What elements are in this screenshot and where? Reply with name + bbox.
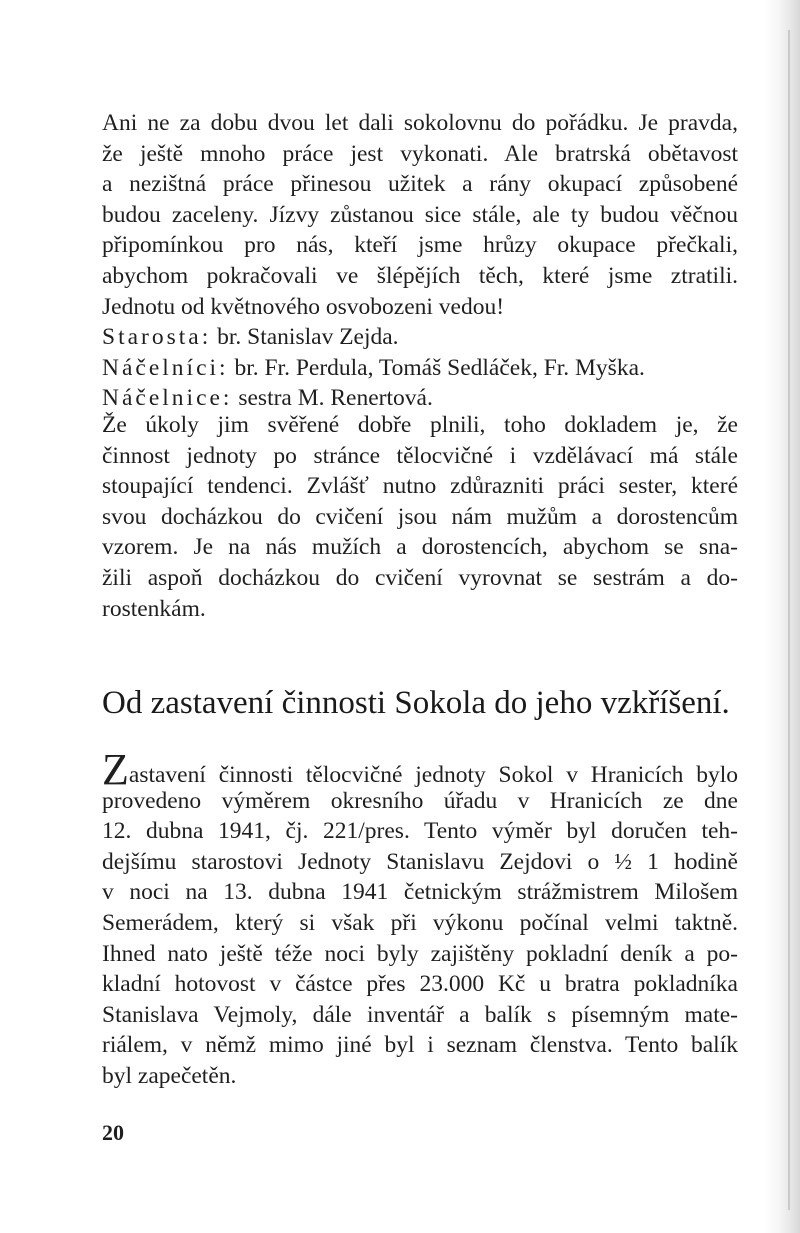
text-line: Ihned nato ještě téže noci byly zajištěny pokladní deník a po- <box>102 940 738 967</box>
text-line: dejšímu starostovi Jednoty Stanislavu Zejdovi o ½ 1 hodině <box>102 848 738 875</box>
text-line: žili aspoň docházkou do cvičení vyrovnat se sestrám a do- <box>102 564 738 591</box>
text-line: byl zapečetěn. <box>102 1062 237 1089</box>
text-line-with-dropcap <box>102 745 738 794</box>
starosta-line <box>102 322 738 353</box>
text-line: Že úkoly jim svěřené dobře plnili, toho dokladem je, že <box>102 412 738 438</box>
text-line: Stanislava Vejmoly, dále inventář a balík s písemným mate- <box>102 1001 738 1028</box>
page-edge-shadow <box>764 0 800 1233</box>
text-line: rostenkám. <box>102 595 206 622</box>
starosta-value: br. Stanislav Zejda. <box>211 324 399 351</box>
nacelnice-label: Náčelnice: <box>102 385 233 412</box>
drop-cap: Z <box>102 745 129 794</box>
text-line: Ani ne za dobu dvou let dali sokolovnu do pořádku. Je pravda, <box>102 110 738 136</box>
nacelnici-value: br. Fr. Perdula, Tomáš Sedláček, Fr. Myška. <box>228 354 645 381</box>
text-line: Semerádem, který si však při výkonu počínal velmi taktně. <box>102 909 738 936</box>
text-line: vzorem. Je na nás mužích a dorostencích, abychom se sna- <box>102 534 738 561</box>
text-line: abychom pokračovali ve šlépějích těch, které jsme ztratili. <box>102 262 738 289</box>
text-line: kladní hotovost v částce přes 23.000 Kč u bratra pokladníka <box>102 971 738 998</box>
page-number: 20 <box>102 1120 124 1145</box>
text-line: svou docházkou do cvičení jsou nám mužům a dorostencům <box>102 503 738 530</box>
starosta-label: Starosta: <box>102 324 212 351</box>
intro-paragraph <box>102 108 738 414</box>
binding-line <box>788 30 790 1210</box>
text-line: činnost jednoty po stránce tělocvičné i vzdělávací má stále <box>102 442 738 469</box>
text-line: riálem, v němž mimo jiné byl i seznam členstva. Tento balík <box>102 1032 738 1059</box>
text-line: Jednotu od květnového osvobozeni vedou! <box>102 293 505 320</box>
nacelnice-value: sestra M. Renertová. <box>232 385 433 412</box>
text-line: stoupající tendenci. Zvlášť nutno zdůrazniti práci sester, které <box>102 473 738 500</box>
text-line: astavení činnosti tělocvičné jednoty Sokol v Hranicích bylo <box>128 762 738 788</box>
text-line: 12. dubna 1941, čj. 221/pres. Tento výměr byl doručen teh- <box>102 818 738 845</box>
text-line: připomínkou pro nás, kteří jsme hrůzy okupace přečkali, <box>102 232 738 259</box>
nacelnici-label: Náčelníci: <box>102 354 229 381</box>
text-line: a nezištná práce přinesou užitek a rány okupací způsobené <box>102 171 738 198</box>
section-heading: Od zastavení činnosti Sokola do jeho vzkříšení. <box>102 685 730 721</box>
nacelnici-line <box>102 353 738 384</box>
text-line: provedeno výměrem okresního úřadu v Hranicích ze dne <box>102 787 738 814</box>
text-line: že ještě mnoho práce jest vykonati. Ale bratrská obětavost <box>102 140 738 167</box>
text-line: v noci na 13. dubna 1941 četnickým strážmistrem Milošem <box>102 879 738 906</box>
text-line: budou zaceleny. Jízvy zůstanou sice stále, ale ty budou věčnou <box>102 201 738 228</box>
tasks-paragraph <box>102 410 738 624</box>
section-paragraph <box>102 745 738 1092</box>
